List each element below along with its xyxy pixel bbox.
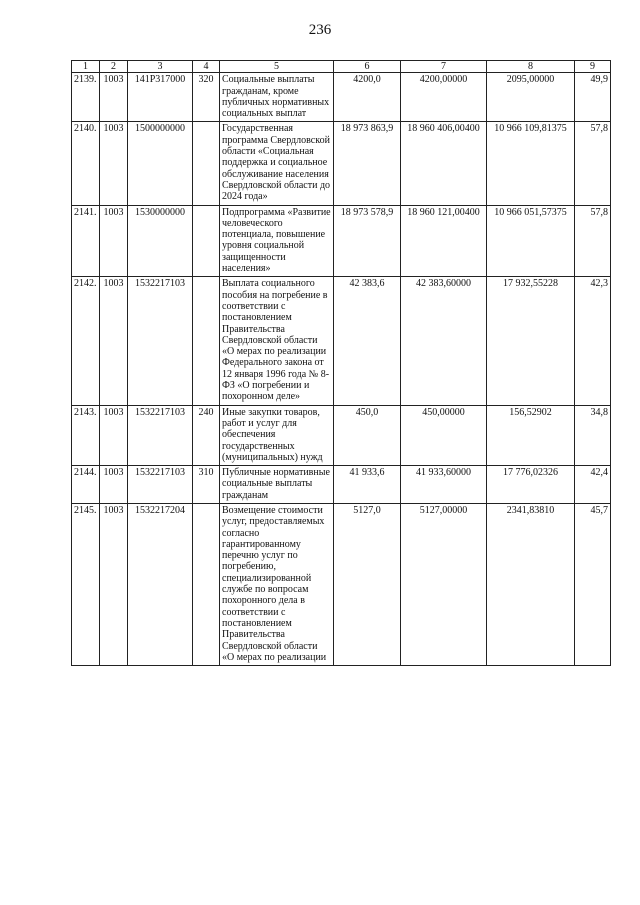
header-row [72,61,611,73]
expense-type-code [193,277,220,405]
plan-amount: 5127,0 [334,503,401,665]
section-code: 1003 [100,503,128,665]
plan-amount: 4200,0 [334,73,401,122]
plan-amount: 41 933,6 [334,466,401,504]
item-name: Подпрограмма «Развитие человеческого потенциала, повышение уровня социальной защищенности населения» [220,205,334,277]
executed-amount: 17 932,55228 [487,277,575,405]
target-article-code: 1532217204 [128,503,193,665]
execution-percent: 57,8 [575,122,611,205]
approved-amount: 5127,00000 [401,503,487,665]
header-col-1: 1 [72,61,100,73]
row-number: 2145. [72,503,100,665]
row-number: 2141. [72,205,100,277]
section-code: 1003 [100,277,128,405]
row-number: 2144. [72,466,100,504]
expense-type-code: 320 [193,73,220,122]
item-name: Социальные выплаты гражданам, кроме публичных нормативных социальных выплат [220,73,334,122]
table-header [72,61,611,73]
expense-type-code [193,503,220,665]
executed-amount: 17 776,02326 [487,466,575,504]
approved-amount: 18 960 406,00400 [401,122,487,205]
table-row [72,205,611,277]
item-name: Выплата социального пособия на погребение в соответствии с постановлением Правительства Свердловской области «О мерах по реализации Федерального закона от 12 января 1996 года № 8-ФЗ «О погребении и похоронном деле» [220,277,334,405]
execution-percent: 42,3 [575,277,611,405]
executed-amount: 2095,00000 [487,73,575,122]
table-body [72,73,611,666]
approved-amount: 41 933,60000 [401,466,487,504]
row-number: 2143. [72,405,100,465]
plan-amount: 450,0 [334,405,401,465]
table-row [72,503,611,665]
section-code: 1003 [100,405,128,465]
expense-type-code [193,205,220,277]
target-article-code: 1530000000 [128,205,193,277]
section-code: 1003 [100,205,128,277]
row-number: 2142. [72,277,100,405]
item-name: Иные закупки товаров, работ и услуг для обеспечения государственных (муниципальных) нужд [220,405,334,465]
header-col-3: 3 [128,61,193,73]
table-row [72,466,611,504]
executed-amount: 2341,83810 [487,503,575,665]
item-name: Возмещение стоимости услуг, предоставляемых согласно гарантированному перечню услуг по погребению, специализированной службе по вопросам похоронного дела в соответствии с постановлением Правительства Свердловской области «О мерах по реализации [220,503,334,665]
approved-amount: 450,00000 [401,405,487,465]
plan-amount: 18 973 863,9 [334,122,401,205]
header-col-7: 7 [401,61,487,73]
item-name: Публичные нормативные социальные выплаты гражданам [220,466,334,504]
executed-amount: 10 966 051,57375 [487,205,575,277]
executed-amount: 156,52902 [487,405,575,465]
header-col-4: 4 [193,61,220,73]
target-article-code: 141P317000 [128,73,193,122]
table-row [72,122,611,205]
table-row [72,277,611,405]
page-number: 236 [308,22,332,38]
approved-amount: 18 960 121,00400 [401,205,487,277]
approved-amount: 4200,00000 [401,73,487,122]
execution-percent: 42,4 [575,466,611,504]
plan-amount: 18 973 578,9 [334,205,401,277]
expense-type-code [193,122,220,205]
execution-percent: 34,8 [575,405,611,465]
row-number: 2139. [72,73,100,122]
section-code: 1003 [100,466,128,504]
execution-percent: 45,7 [575,503,611,665]
header-col-8: 8 [487,61,575,73]
header-col-2: 2 [100,61,128,73]
table-row [72,73,611,122]
execution-percent: 57,8 [575,205,611,277]
budget-table [71,60,611,666]
target-article-code: 1500000000 [128,122,193,205]
executed-amount: 10 966 109,81375 [487,122,575,205]
target-article-code: 1532217103 [128,277,193,405]
item-name: Государственная программа Свердловской области «Социальная поддержка и социальное обслуживание населения Свердловской области до 2024 года» [220,122,334,205]
target-article-code: 1532217103 [128,405,193,465]
section-code: 1003 [100,122,128,205]
plan-amount: 42 383,6 [334,277,401,405]
target-article-code: 1532217103 [128,466,193,504]
execution-percent: 49,9 [575,73,611,122]
expense-type-code: 240 [193,405,220,465]
header-col-6: 6 [334,61,401,73]
row-number: 2140. [72,122,100,205]
table-row [72,405,611,465]
header-col-9: 9 [575,61,611,73]
header-col-5: 5 [220,61,334,73]
approved-amount: 42 383,60000 [401,277,487,405]
expense-type-code: 310 [193,466,220,504]
section-code: 1003 [100,73,128,122]
